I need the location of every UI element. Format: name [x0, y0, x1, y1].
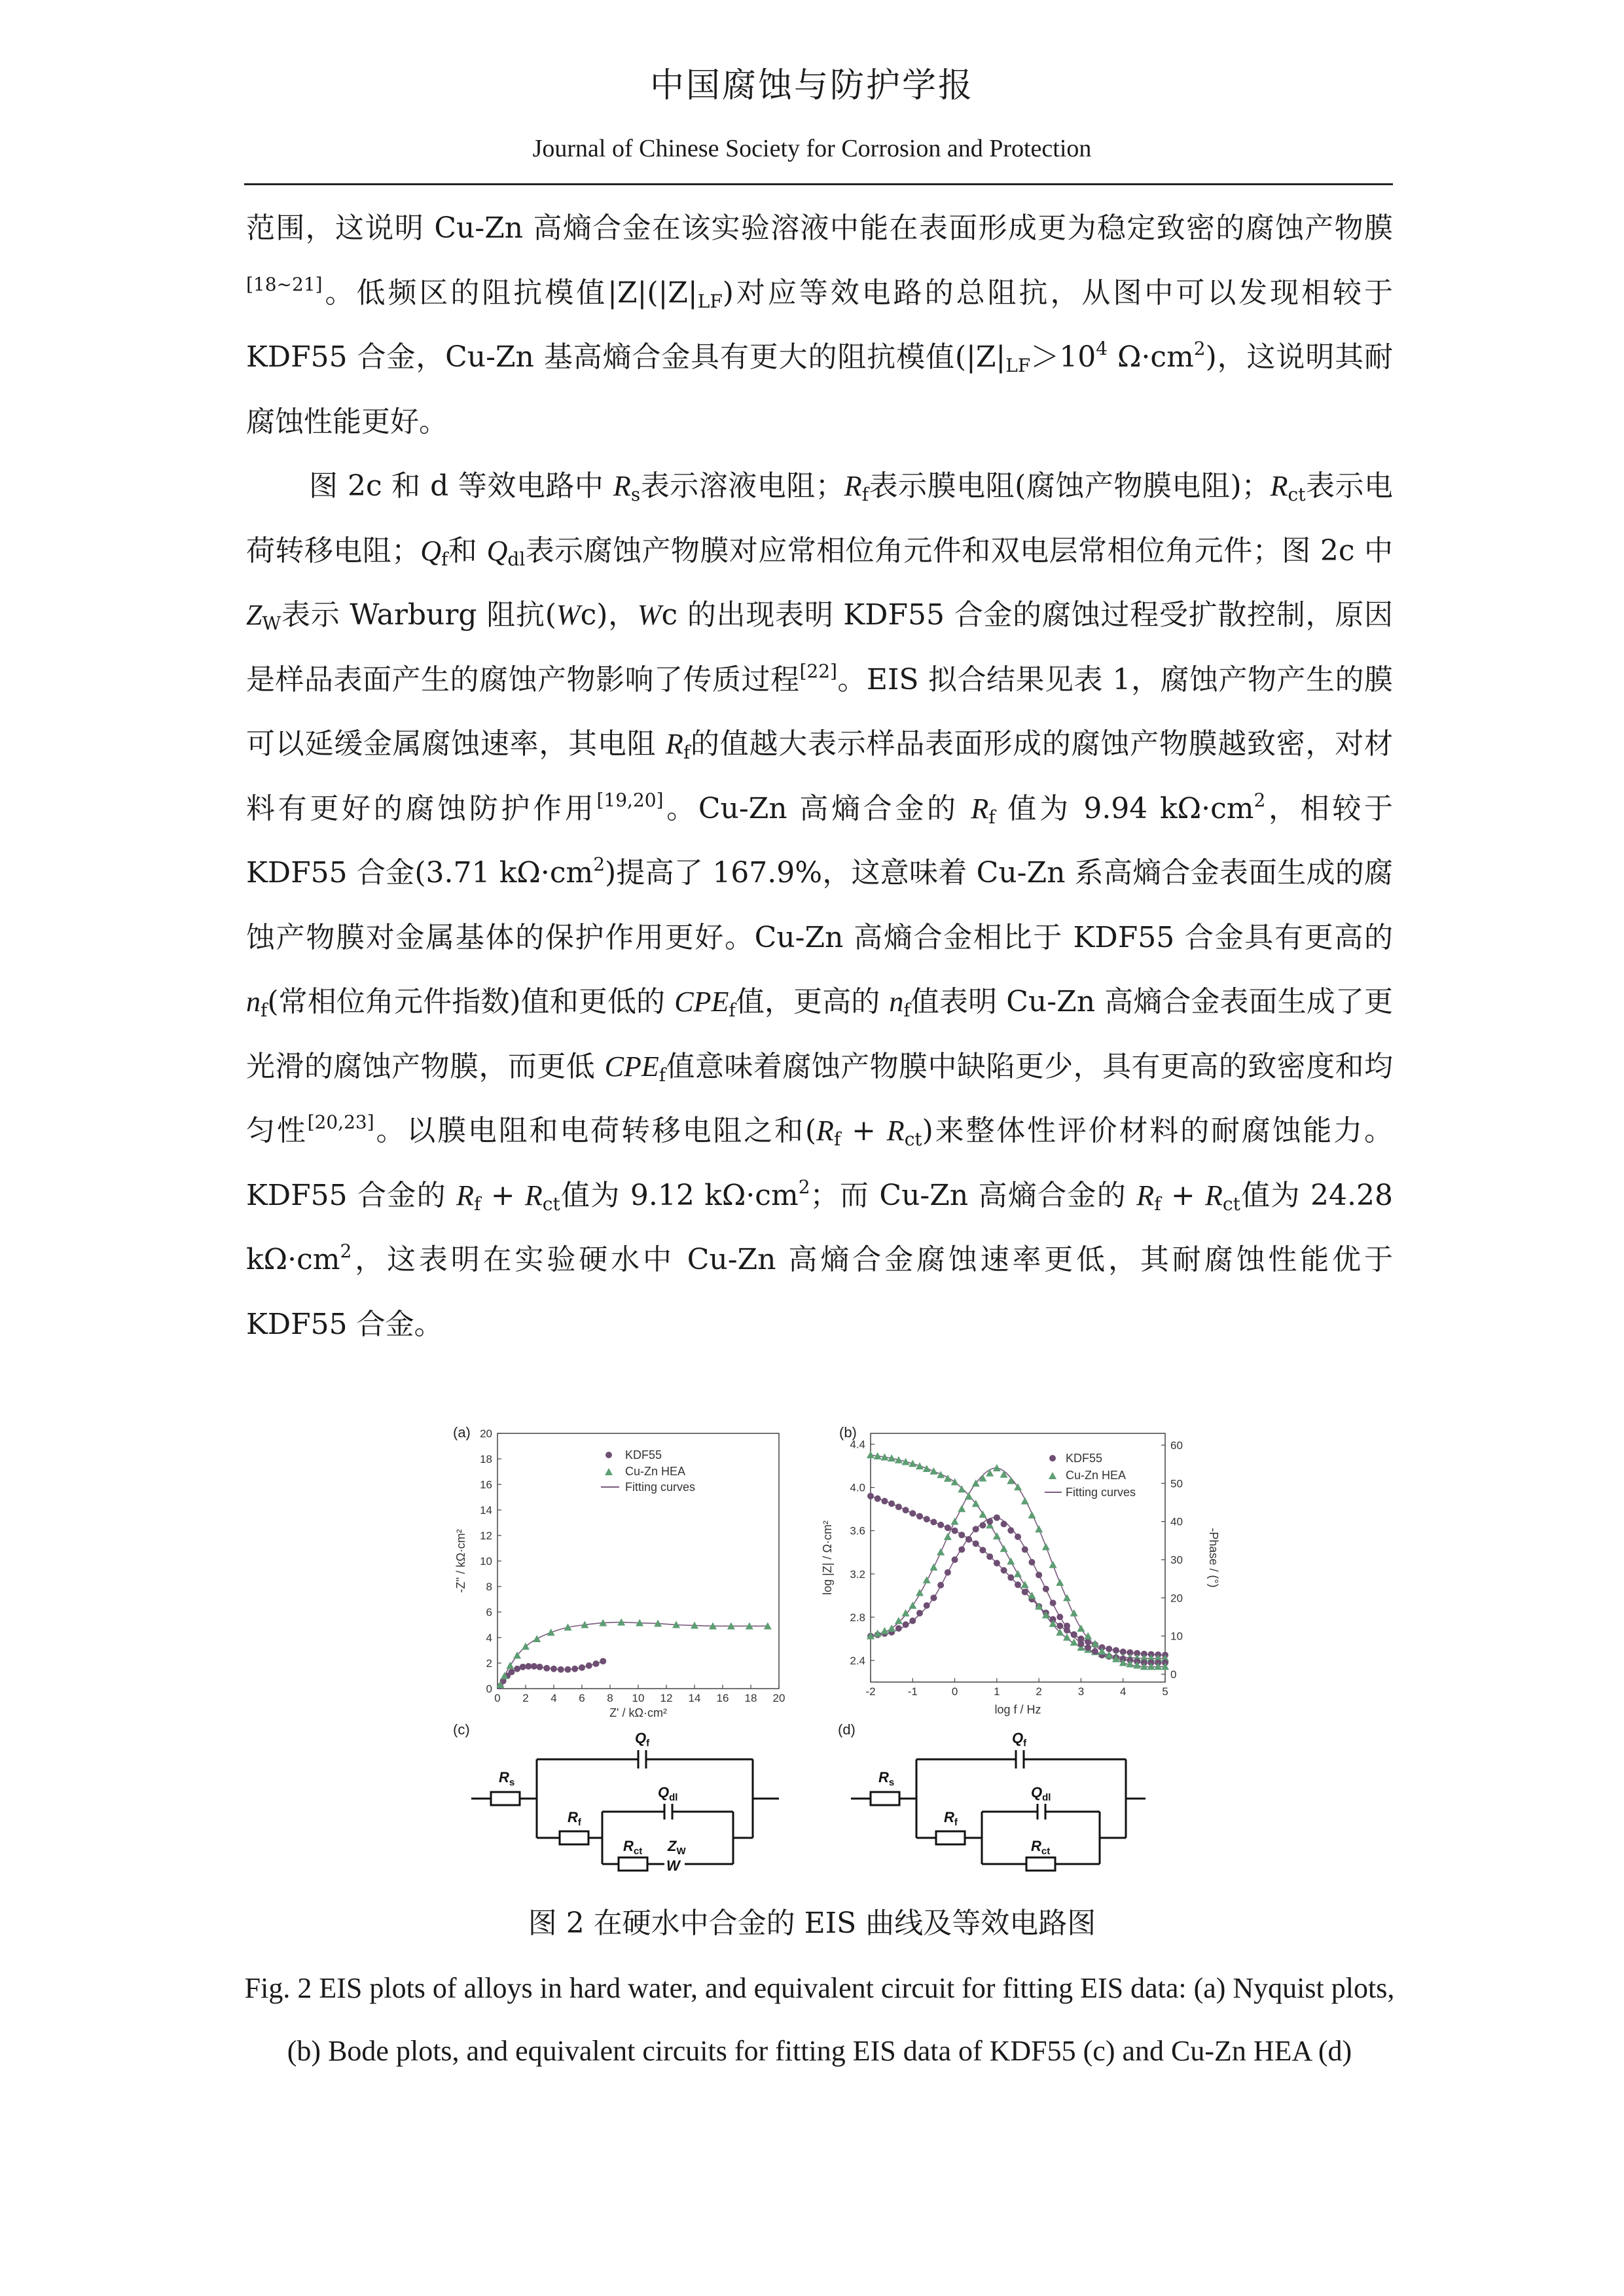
paragraph-2: 图 2c 和 d 等效电路中 $R_s$表示溶液电阻；$R_f$表示膜电阻(腐蚀产物膜电阻)；$R_{ct}$表示电荷转移电阻；$Q_f$和 $Q_{dl}$表示腐蚀产物膜对应常相位角元件和双电层常相位角元件；图 2c 中 $Z_W$表示 Warburg 阻抗(Wc)，Wc 的出现表明 KDF55 合金的腐蚀过程受扩散控制，原因是样品表面产生的腐蚀产物影响了传质过程[22]。EIS 拟合结果见表 1，腐蚀产物产生的膜可以延缓金属腐蚀速率，其电阻 $R_f$的值越大表示样品表面形成的腐蚀产物膜越致密，对材料有更好的腐蚀防护作用[19,20]。Cu-Zn 高熵合金的 $R_f$ 值为 9.94 $k\Omega\cdot cm^2$，相较于 KDF55 合金(3.71 $k\Omega\cdot cm^2$)提高了 167.9%，这意味着 Cu-Zn 系高熵合金表面生成的腐蚀产物膜对金属基体的保护作用更好。Cu-Zn 高熵合金相比于 KDF55 合金具有更高的 $n_f$(常相位角元件指数)值和更低的 $CPE_f$值，更高的 $n_f$值表明 Cu-Zn 高熵合金表面生成了更光滑的腐蚀产物膜，而更低 $CPE_f$值意味着腐蚀产物膜中缺陷更少，具有更高的致密度和均匀性[20,23]。以膜电阻和电荷转移电阻之和$(R_f + R_{ct})$来整体性评价材料的耐腐蚀能力。KDF55 合金的 $R_f + R_{ct}$值为 9.12 $k\Omega\cdot cm^2$；而 Cu-Zn 高熵合金的 $R_f + R_{ct}$值为 24.28 $k\Omega\cdot cm^2$，这表明在实验硬水中 Cu-Zn 高熵合金腐蚀速率更低，其耐腐蚀性能优于 KDF55 合金。	[246, 469, 1394, 1341]
x-tick-label: 0	[951, 1685, 958, 1698]
data-point	[1063, 1594, 1071, 1601]
data-point	[1015, 1534, 1021, 1540]
legend-hea: Cu-Zn HEA	[625, 1465, 686, 1478]
data-point	[895, 1625, 902, 1632]
panel-d-label: (d)	[838, 1721, 856, 1738]
data-point	[916, 1513, 923, 1520]
data-point	[965, 1492, 973, 1499]
data-point	[1056, 1579, 1064, 1586]
data-point	[944, 1475, 952, 1482]
data-point	[543, 1665, 550, 1672]
data-point	[1077, 1640, 1084, 1647]
data-point	[579, 1664, 585, 1671]
x-tick-label: 2	[1036, 1685, 1042, 1698]
data-point	[958, 1485, 965, 1492]
x-tick-label: 0	[494, 1692, 501, 1704]
fit-curve	[500, 1623, 768, 1685]
data-point	[929, 1467, 937, 1475]
label-qdl-d: $Q_{dl}$	[1031, 1784, 1051, 1803]
bode-y2label: -Phase / (°)	[1207, 1528, 1220, 1588]
y-tick-label: 2.4	[850, 1654, 865, 1667]
label-rs-d: $R_s$	[878, 1769, 895, 1788]
rs-resistor	[491, 1792, 520, 1805]
x-tick-label: -2	[865, 1685, 876, 1698]
x-tick-label: 5	[1162, 1685, 1168, 1698]
data-point	[867, 1493, 874, 1499]
data-point	[1007, 1477, 1015, 1484]
data-point	[930, 1594, 937, 1601]
y-tick-label: 6	[486, 1606, 492, 1619]
y-tick-label: 20	[480, 1427, 492, 1440]
data-point	[888, 1500, 895, 1507]
x-tick-label: 12	[660, 1692, 673, 1704]
bode-xlabel: log f / Hz	[994, 1703, 1041, 1716]
data-point	[881, 1498, 888, 1505]
nyquist-xlabel: Z' / kΩ·cm²	[609, 1706, 667, 1719]
data-point	[1000, 1545, 1008, 1552]
data-point	[986, 1553, 993, 1560]
y2-tick-label: 50	[1170, 1477, 1183, 1490]
data-point	[923, 1465, 931, 1472]
data-point	[902, 1609, 910, 1617]
figure-caption-cn: 图 2 在硬水中合金的 EIS 曲线及等效电路图	[528, 1907, 1096, 1940]
data-point	[1001, 1521, 1007, 1528]
y-tick-label: 14	[480, 1504, 492, 1516]
nyquist-legend	[601, 1448, 695, 1494]
figure-caption-en: Fig. 2 EIS plots of alloys in hard water, and equivalent circuit for fitting EIS data: (a) Nyquist plots, (b) Bode plots, and equivalent circuits for fitting EIS data of KDF55 (c) and Cu-Zn HEA (d)	[244, 1972, 1395, 2067]
data-point	[930, 1518, 937, 1525]
label-qf: $Q_f$	[635, 1730, 650, 1749]
legend-kdf55-marker	[605, 1452, 612, 1458]
legend-kdf55: KDF55	[625, 1448, 662, 1462]
y-tick-label: 3.2	[850, 1568, 865, 1581]
panel-a-label: (a)	[453, 1424, 471, 1441]
data-point	[1007, 1574, 1014, 1581]
data-point	[867, 1451, 875, 1458]
warburg-element: W	[666, 1857, 680, 1874]
data-point	[1050, 1600, 1056, 1606]
data-point	[1028, 1559, 1035, 1566]
panel-b-label: (b)	[839, 1424, 857, 1441]
data-point	[916, 1610, 923, 1617]
journal-title-en: Journal of Chinese Society for Corrosion and Protection	[532, 135, 1092, 162]
data-point	[937, 1522, 944, 1528]
panel-c-label: (c)	[453, 1721, 470, 1738]
y-tick-label: 0	[486, 1683, 492, 1695]
data-point	[525, 1663, 532, 1670]
data-point	[958, 1532, 965, 1538]
data-point	[1014, 1570, 1022, 1577]
data-point	[600, 1658, 606, 1664]
y-tick-label: 4.0	[850, 1481, 865, 1494]
label-rf: $R_f$	[568, 1809, 581, 1828]
body-text	[246, 196, 1393, 1357]
rct-resistor-d	[1026, 1857, 1055, 1871]
data-point	[973, 1541, 979, 1547]
x-tick-label: 4	[1119, 1685, 1127, 1698]
data-point	[1035, 1525, 1043, 1532]
data-point	[1001, 1567, 1007, 1573]
data-point	[903, 1507, 909, 1513]
data-point	[1071, 1632, 1077, 1638]
data-point	[547, 1628, 555, 1636]
data-point	[924, 1516, 930, 1522]
data-point	[1021, 1498, 1029, 1505]
legend-fit: Fitting curves	[625, 1480, 696, 1494]
legend-hea-marker	[605, 1468, 613, 1475]
x-tick-label: 6	[579, 1692, 585, 1704]
data-point	[994, 1560, 1000, 1566]
data-point	[1042, 1543, 1050, 1551]
x-tick-label: 1	[994, 1685, 1000, 1698]
data-point	[937, 1471, 945, 1478]
data-point	[571, 1666, 578, 1672]
data-point	[1007, 1558, 1015, 1565]
label-rs: $R_s$	[499, 1769, 515, 1788]
data-point	[945, 1524, 951, 1531]
data-point	[1077, 1624, 1085, 1632]
data-point	[895, 1503, 902, 1510]
data-point	[1085, 1638, 1091, 1645]
y2-tick-label: 60	[1170, 1439, 1183, 1452]
bode-plot	[821, 1424, 1220, 1716]
header-rule	[244, 183, 1393, 185]
data-point	[1063, 1634, 1071, 1641]
data-point	[1056, 1614, 1063, 1621]
data-point	[509, 1669, 515, 1676]
label-qdl: $Q_{dl}$	[658, 1784, 678, 1803]
data-point	[979, 1522, 986, 1529]
y-tick-label: 12	[480, 1530, 492, 1542]
data-point	[909, 1617, 916, 1624]
data-point	[1036, 1571, 1042, 1578]
label-rct-d: $R_{ct}$	[1031, 1838, 1051, 1857]
data-point	[888, 1624, 895, 1632]
data-point	[979, 1547, 986, 1553]
data-point	[875, 1496, 881, 1502]
data-point	[537, 1664, 543, 1670]
data-point	[937, 1548, 945, 1555]
data-point	[1064, 1623, 1070, 1629]
data-point	[531, 1663, 537, 1670]
legend-b-fit: Fitting curves	[1066, 1486, 1136, 1499]
data-point	[986, 1469, 994, 1477]
data-point	[1049, 1561, 1057, 1568]
data-point	[514, 1666, 520, 1672]
y2-tick-label: 40	[1170, 1515, 1183, 1528]
data-point	[924, 1602, 930, 1609]
rct-resistor	[619, 1857, 647, 1871]
y-tick-label: 18	[480, 1453, 492, 1465]
data-point	[586, 1662, 592, 1669]
data-point	[1007, 1527, 1014, 1534]
data-point	[916, 1462, 924, 1469]
data-point	[944, 1533, 952, 1540]
data-point	[1028, 1511, 1036, 1518]
data-point	[909, 1602, 916, 1609]
y-tick-label: 4	[486, 1632, 492, 1644]
data-point	[558, 1666, 564, 1673]
figure-2	[439, 1419, 1224, 1916]
data-point	[952, 1556, 958, 1563]
x-tick-label: 8	[607, 1692, 613, 1704]
data-point	[506, 1662, 514, 1669]
data-point	[903, 1621, 909, 1628]
legend-b-kdf55: KDF55	[1066, 1452, 1103, 1465]
data-point	[973, 1526, 979, 1532]
data-point	[993, 1532, 1001, 1539]
data-point	[979, 1511, 986, 1518]
data-point	[929, 1564, 937, 1571]
data-point	[593, 1660, 600, 1667]
data-point	[945, 1569, 951, 1575]
rf-resistor-d	[936, 1831, 965, 1844]
y-tick-label: 8	[486, 1581, 492, 1593]
eis-figure	[439, 1419, 1224, 1916]
data-point	[565, 1666, 571, 1673]
x-tick-label: 20	[772, 1692, 785, 1704]
data-point	[1043, 1586, 1049, 1592]
data-point	[909, 1510, 916, 1516]
circuit-kdf55	[453, 1721, 779, 1874]
data-point	[1084, 1632, 1092, 1640]
x-tick-label: 2	[522, 1692, 529, 1704]
bode-legend	[1045, 1452, 1136, 1499]
rs-resistor-d	[871, 1792, 899, 1805]
data-point	[1015, 1581, 1021, 1588]
data-point	[1014, 1483, 1022, 1490]
rf-resistor	[560, 1831, 588, 1844]
y2-tick-label: 20	[1170, 1592, 1183, 1605]
data-point	[937, 1582, 944, 1588]
y-tick-label: 2.8	[850, 1611, 865, 1624]
x-tick-label: 4	[550, 1692, 557, 1704]
x-tick-label: 10	[632, 1692, 645, 1704]
data-point	[986, 1518, 993, 1525]
data-point	[952, 1528, 958, 1534]
data-point	[550, 1666, 557, 1672]
legend-b-hea-marker	[1049, 1472, 1056, 1479]
y2-tick-label: 10	[1170, 1630, 1183, 1643]
x-tick-label: 16	[716, 1692, 729, 1704]
x-tick-label: -1	[907, 1685, 918, 1698]
legend-b-kdf55-marker	[1049, 1455, 1056, 1462]
label-qf-d: $Q_f$	[1012, 1730, 1027, 1749]
data-point	[994, 1515, 1000, 1521]
circuit-hea	[838, 1721, 1146, 1871]
bode-ylabel: log |Z| / Ω·cm²	[821, 1520, 834, 1595]
data-point	[951, 1518, 959, 1525]
data-point	[1022, 1546, 1028, 1552]
journal-title-cn: 中国腐蚀与防护学报	[649, 66, 974, 105]
data-point	[923, 1576, 931, 1583]
y-tick-label: 4.4	[850, 1438, 865, 1451]
data-point	[1070, 1609, 1078, 1617]
y2-tick-label: 30	[1170, 1554, 1183, 1566]
y-tick-label: 10	[480, 1555, 492, 1568]
label-rct: $R_{ct}$	[623, 1838, 643, 1857]
data-point	[965, 1536, 972, 1543]
nyquist-plot	[453, 1424, 785, 1719]
data-point	[520, 1664, 526, 1670]
y-tick-label: 2	[486, 1657, 492, 1670]
legend-b-hea: Cu-Zn HEA	[1066, 1469, 1127, 1482]
x-tick-label: 14	[688, 1692, 701, 1704]
y-tick-label: 16	[480, 1479, 492, 1491]
nyquist-ylabel: -Z'' / kΩ·cm²	[454, 1529, 467, 1593]
y2-tick-label: 0	[1170, 1668, 1177, 1681]
x-tick-label: 3	[1077, 1685, 1085, 1698]
label-zw: $Z_W$	[668, 1838, 686, 1857]
data-point	[951, 1478, 959, 1485]
label-rf-d: $R_f$	[944, 1809, 958, 1828]
data-point	[1056, 1623, 1063, 1629]
paragraph-1: 范围，这说明 Cu-Zn 高熵合金在该实验溶液中能在表面形成更为稳定致密的腐蚀产物膜[18~21]。低频区的阻抗模值$|Z|(|Z|_{LF})$对应等效电路的总阻抗，从图中可以发现相较于 KDF55 合金，Cu-Zn 基高熵合金具有更大的阻抗模值($|Z|_{LF}>10^4$ $\Omega\cdot cm^2$)，这说明其耐腐蚀性能更好。	[246, 211, 1394, 439]
data-point	[895, 1456, 903, 1463]
data-point	[533, 1635, 541, 1642]
data-point	[958, 1505, 965, 1512]
data-point	[902, 1458, 910, 1465]
data-point	[958, 1546, 965, 1552]
x-tick-label: 18	[744, 1692, 757, 1704]
data-point	[1085, 1644, 1091, 1651]
y-tick-label: 3.6	[850, 1524, 865, 1537]
data-point	[1092, 1648, 1098, 1655]
